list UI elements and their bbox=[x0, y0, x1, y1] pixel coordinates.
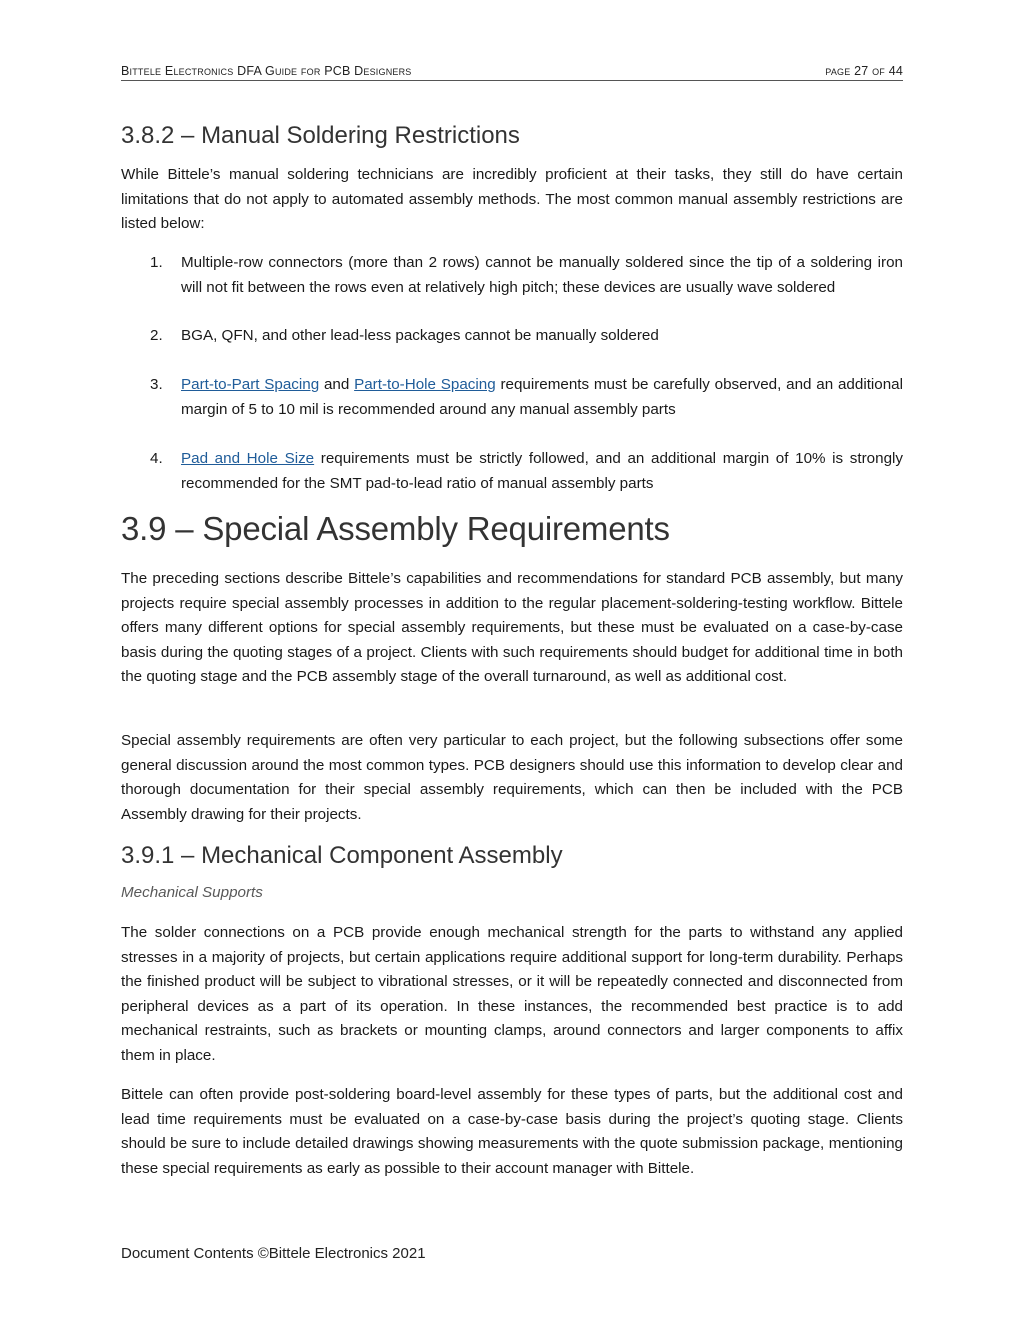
list-item-number: 3. bbox=[150, 376, 163, 393]
list-item-text: Multiple-row connectors (more than 2 rows) cannot be manually soldered since the tip of a soldering iron will not fit between the rows even at relatively high pitch; these devices are usually wave soldered bbox=[181, 254, 903, 296]
list-item-text bbox=[181, 373, 903, 422]
page-of-label: of bbox=[868, 64, 889, 78]
section-3-9-1-paragraph-2: Bittele can often provide post-soldering board-level assembly for these types of parts, but the additional cost and lead time requirements must be evaluated on a case-by-case basis during the project’s quoting stage. Clients should be sure to include detailed drawings showing measurements with the quote submission package, mentioning these special requirements as early as possible to their account manager with Bittele. bbox=[121, 1086, 903, 1177]
page-total: 44 bbox=[888, 64, 903, 78]
subheading-mechanical-supports: Mechanical Supports bbox=[121, 884, 263, 901]
list-item-rest: requirements must be strictly followed, and an additional margin of 10% is strongly recommended for the SMT pad-to-lead ratio of manual assembly parts bbox=[181, 450, 903, 492]
part-to-hole-spacing-link[interactable]: Part-to-Hole Spacing bbox=[354, 376, 496, 393]
section-3-9-paragraph-1: The preceding sections describe Bittele’s capabilities and recommendations for standard PCB assembly, but many projects require special assembly processes in addition to the regular placement-soldering-testing workflow. Bittele offers many different options for special assembly requirements, but these must be evaluated on a case-by-case basis during the quoting stages of a project. Clients with such requirements should budget for additional time in both the quoting stage and the PCB assembly stage of the overall turnaround, as well as additional cost. bbox=[121, 570, 903, 685]
list-item-rest: requirements must be carefully observed, and an additional margin of 5 to 10 mil is recommended around any manual assembly parts bbox=[181, 376, 903, 418]
page-current: 27 bbox=[854, 64, 869, 78]
page-label: page bbox=[825, 64, 855, 78]
part-to-part-spacing-link[interactable]: Part-to-Part Spacing bbox=[181, 376, 320, 393]
section-3-9-1-paragraph-1: The solder connections on a PCB provide enough mechanical strength for the parts to withstand any applied stresses in a majority of projects, but certain applications require additional support for long-term durability. Perhaps the finished product will be subject to vibrational stresses, or it will be repeatedly connected and disconnected from peripheral devices as a part of its operation. In these instances, the recommended best practice is to add mechanical restraints, such as brackets or mounting clamps, around connectors and larger components to affix them in place. bbox=[121, 924, 903, 1064]
section-3-8-2-intro: While Bittele’s manual soldering technicians are incredibly proficient at their tasks, they still do have certain limitations that do not apply to automated assembly methods. The most common manual assembly restrictions are listed below: bbox=[121, 166, 903, 232]
page-header bbox=[121, 60, 903, 81]
list-item-text: BGA, QFN, and other lead-less packages cannot be manually soldered bbox=[181, 327, 659, 344]
pad-and-hole-size-link[interactable]: Pad and Hole Size bbox=[181, 450, 315, 467]
list-item-connector: and bbox=[319, 376, 355, 393]
header-title: Bittele Electronics DFA Guide for PCB Designers bbox=[121, 64, 412, 78]
list-item-number: 4. bbox=[150, 450, 163, 467]
section-heading-3-9-1: 3.9.1 – Mechanical Component Assembly bbox=[121, 842, 563, 869]
header-page-number bbox=[825, 64, 903, 78]
list-item-number: 2. bbox=[150, 327, 163, 344]
section-heading-3-8-2: 3.8.2 – Manual Soldering Restrictions bbox=[121, 122, 520, 149]
page-footer: Document Contents ©Bittele Electronics 2021 bbox=[121, 1245, 426, 1262]
section-3-9-paragraph-2: Special assembly requirements are often very particular to each project, but the following subsections offer some general discussion around the most common types. PCB designers should use this information to develop clear and thorough documentation for their special assembly requirements, which can then be included with the PCB Assembly drawing for their projects. bbox=[121, 732, 903, 823]
list-item-number: 1. bbox=[150, 254, 163, 271]
section-heading-3-9: 3.9 – Special Assembly Requirements bbox=[121, 510, 670, 547]
list-item-text bbox=[181, 447, 903, 496]
